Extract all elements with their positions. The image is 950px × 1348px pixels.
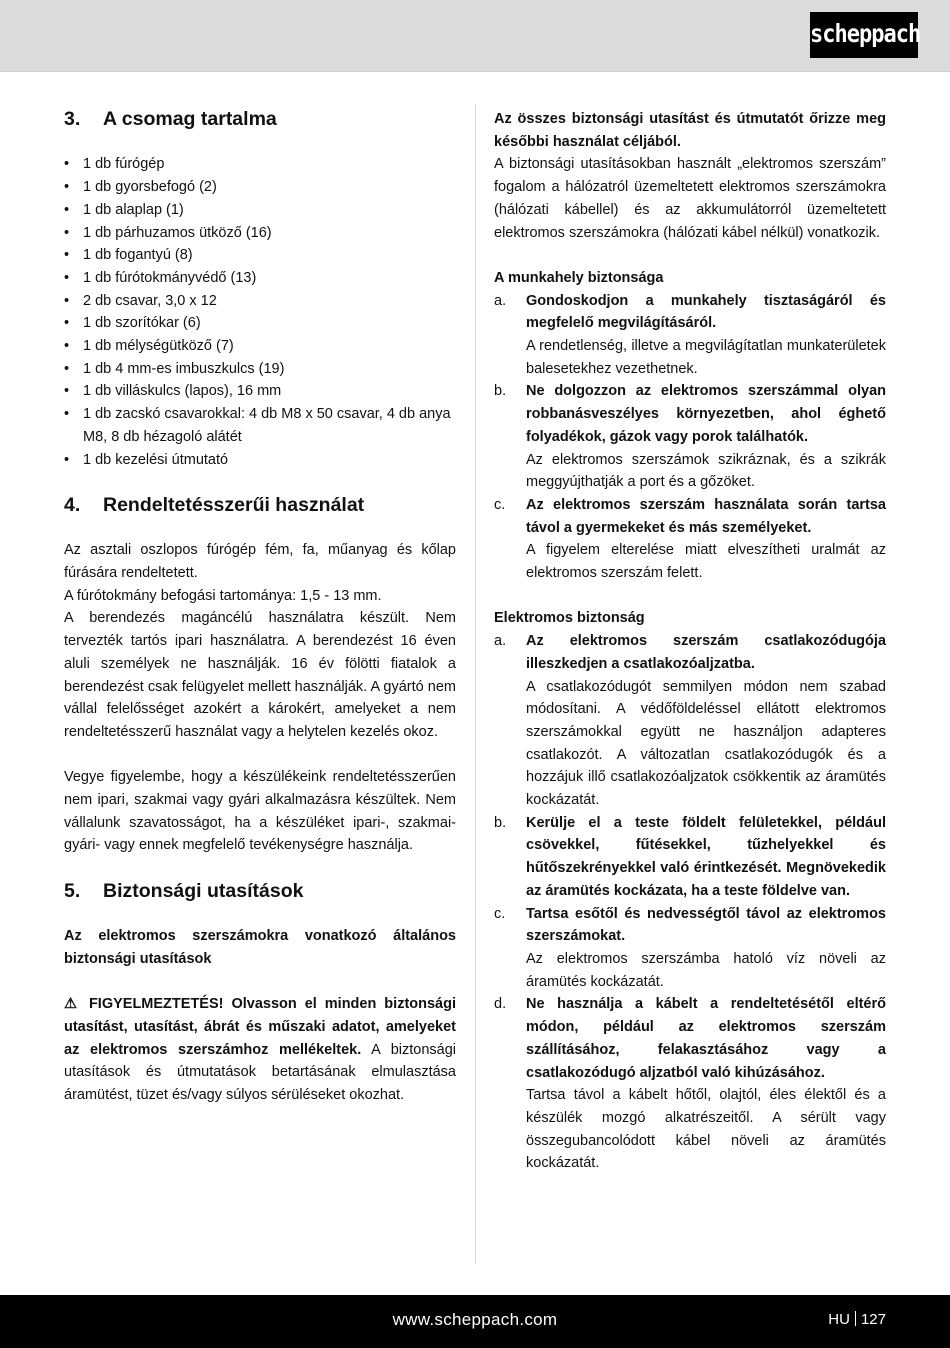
section-number: 3. <box>64 108 81 130</box>
section-3-heading <box>64 108 456 131</box>
section-number: 4. <box>64 493 81 516</box>
website-link[interactable]: www.scheppach.com <box>392 1310 558 1329</box>
paragraph: A fúrótokmány befogási tartománya: 1,5 - 13 mm. <box>64 587 382 604</box>
item-bold: Gondoskodjon a munkahely tisztaságáról és megfelelő megvilágításáról. <box>526 292 886 332</box>
subheading: Az elektromos szerszámokra vonatkozó általános biztonsági utasítások <box>64 928 456 967</box>
warning-paragraph <box>64 993 456 1107</box>
item-bold: Az elektromos szerszám használata során tartsa távol a gyermekeket és más személyeket. <box>526 496 886 536</box>
language-code: HU <box>828 1311 850 1328</box>
item-body <box>526 812 886 903</box>
safety-item <box>494 494 886 585</box>
electrical-safety-list <box>494 630 886 1175</box>
scheppach-logo: scheppach <box>810 12 918 58</box>
item-body <box>526 380 886 494</box>
right-column <box>494 108 886 1175</box>
list-item: • 1 db alaplap (1) <box>64 199 456 222</box>
list-item: • 1 db párhuzamos ütköző (16) <box>64 222 456 245</box>
item-letter: c. <box>494 496 506 513</box>
list-item: • 1 db kezelési útmutató <box>64 449 456 472</box>
paragraph: A berendezés magáncélú használatra készült. Nem tervezték tartós ipari használatra. A berendezést 16 éven aluli személyek ne használják. 16 év fölötti fiatalok a berendezést csak felügyelet mellett használják. A gyártó nem vállal felelősséget azokért a károkért, amelyeket a nem rendeltetésszerű használat vagy a helytelen kezelés okoz. <box>64 610 456 740</box>
intro-bold: Az összes biztonsági utasítást és útmutatót őrizze meg későbbi használat céljából. <box>494 111 886 150</box>
item-letter: d. <box>494 996 507 1013</box>
intro-text: A biztonsági utasításokban használt „elektromos szerszám” fogalom a hálózatról üzemeltetett elektromos szerszámokra (hálózati kábellel) és az akkumulátorról üzemeltetett elektromos szerszámokra (hálózati kábel nélkül) vonatkozik. <box>494 156 886 241</box>
safety-item <box>494 290 886 381</box>
item-body <box>526 993 886 1175</box>
item-text: Tartsa távol a kábelt hőtől, olajtól, éles élektől és a készülék mozgó alkatrészeitől. A sérült vagy összegubancolódott kábel növeli az áramütés kockázatát. <box>526 1087 886 1172</box>
list-item: • 1 db mélységütköző (7) <box>64 335 456 358</box>
subheading-work-safety: A munkahely biztonsága <box>494 269 664 286</box>
warning-text: A biztonsági utasítások és útmutatások betartásának elmulasztása áramütést, tüzet és/vagy súlyos sérüléseket okozhat. <box>64 1041 456 1104</box>
list-item: • 1 db szorítókar (6) <box>64 312 456 335</box>
item-letter: a. <box>494 633 507 650</box>
item-bold: Ne dolgozzon az elektromos szerszámmal olyan robbanásveszélyes környezetben, ahol éghető folyadékok, gázok vagy porok találhatók. <box>526 383 886 445</box>
list-item: • 1 db gyorsbefogó (2) <box>64 176 456 199</box>
column-divider <box>475 104 476 1264</box>
item-letter: a. <box>494 292 507 309</box>
warning-bold-text: FIGYELMEZTETÉS! Olvasson el minden biztonsági utasítást, utasítást, ábrát és műszaki adatot, amelyeket az elektromos szerszámhoz mellékeltek. <box>64 996 457 1058</box>
separator <box>855 1311 856 1326</box>
item-body <box>526 903 886 994</box>
item-body <box>526 630 886 812</box>
item-text: A figyelem elterelése miatt elveszítheti uralmát az elektromos szerszám felett. <box>526 542 886 582</box>
section-5-heading <box>64 880 456 903</box>
section-title: A csomag tartalma <box>103 108 277 130</box>
list-item: • 1 db zacskó csavarokkal: 4 db M8 x 50 csavar, 4 db anya M8, 8 db hézagoló alátét <box>64 403 456 448</box>
page-number <box>828 1311 886 1328</box>
list-item: • 1 db villáskulcs (lapos), 16 mm <box>64 380 456 403</box>
item-text: A csatlakozódugót semmilyen módon nem szabad módosítani. A védőföldeléssel ellátott elektromos szerszámokkal együtt ne használjon adapteres csatlakozót. A változatlan csatlakozódugók és a hozzájuk illő csatlakozóaljzatok csökkentik az áramütés kockázatát. <box>526 678 886 809</box>
item-bold: Az elektromos szerszám csatlakozódugója illeszkedjen a csatlakozóaljzatba. <box>526 633 886 672</box>
list-item: • 1 db 4 mm-es imbuszkulcs (19) <box>64 358 456 381</box>
item-letter: c. <box>494 905 506 922</box>
section-number: 5. <box>64 879 81 902</box>
page-num: 127 <box>860 1311 886 1328</box>
item-bold: Ne használja a kábelt a rendeltetésétől eltérő módon, például az elektromos szerszám szállításához, felakasztásához vagy a csatlakozódugó aljzatból való kihúzásához. <box>526 996 886 1081</box>
safety-item <box>494 630 886 812</box>
page-footer <box>0 1295 950 1348</box>
page-header <box>0 0 950 72</box>
warning-icon: ⚠ <box>64 996 81 1013</box>
item-text: A rendetlenség, illetve a megvilágítatlan munkaterületek balesetekhez vezethetnek. <box>526 338 886 377</box>
list-item: • 1 db fúrótokmányvédő (13) <box>64 267 456 290</box>
item-text: Az elektromos szerszámok szikráznak, és a szikrák meggyújthatják a port és a gőzöket. <box>526 451 886 491</box>
item-bold: Tartsa esőtől és nedvességtől távol az elektromos szerszámokat. <box>526 905 886 945</box>
safety-item <box>494 380 886 494</box>
item-body <box>526 290 886 381</box>
item-text: Az elektromos szerszámba hatoló víz növeli az áramütés kockázatát. <box>526 950 886 990</box>
list-item: • 2 db csavar, 3,0 x 12 <box>64 290 456 313</box>
list-item: • 1 db fúrógép <box>64 153 456 176</box>
section-title: Rendeltetésszerűi használat <box>103 493 365 516</box>
item-letter: b. <box>494 383 507 400</box>
safety-item <box>494 993 886 1175</box>
paragraph: Vegye figyelembe, hogy a készülékeink rendeltetésszerűen nem ipari, szakmai vagy gyári alkalmazásra készültek. Nem vállalunk szavatosságot, ha a készüléket ipari-, szakmai- gyári- vagy ennek megfelelő tevékenységre használja. <box>64 769 456 854</box>
paragraph: Az asztali oszlopos fúrógép fém, fa, műanyag és kőlap fúrására rendeltetett. <box>64 542 456 582</box>
work-safety-list <box>494 290 886 585</box>
item-letter: b. <box>494 814 507 831</box>
list-item: • 1 db fogantyú (8) <box>64 244 456 267</box>
safety-item <box>494 812 886 903</box>
subheading-electrical-safety: Elektromos biztonság <box>494 610 645 627</box>
item-body <box>526 494 886 585</box>
package-contents-list <box>64 153 456 471</box>
section-title: Biztonsági utasítások <box>103 879 304 902</box>
section-4-heading <box>64 494 456 517</box>
item-bold: Kerülje el a teste földelt felületekkel, például csövekkel, fűtésekkel, tűzhelyekkel és hűtőszekrényekkel való érintkezését. Megnövekedik az áramütés kockázata, ha a teste földelve van. <box>526 814 886 899</box>
left-column <box>64 108 456 1107</box>
safety-item <box>494 903 886 994</box>
